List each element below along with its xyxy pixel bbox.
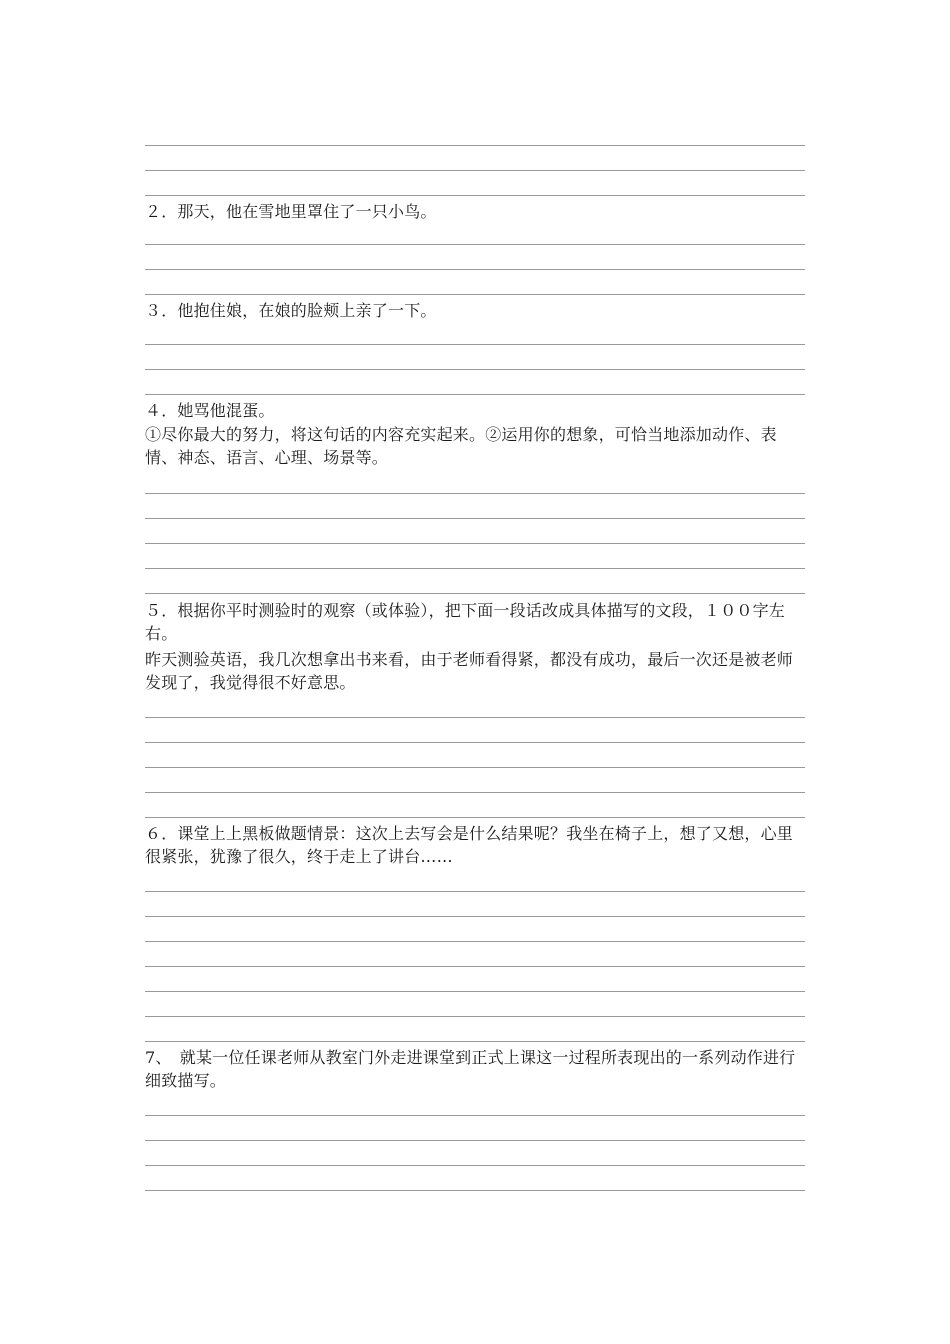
- question-4-title: ４．她骂他混蛋。: [145, 401, 275, 420]
- question-4-instruction: ①尽你最大的努力，将这句话的内容充实起来。②运用你的想象，可恰当地添加动作、表情、神态、语言、心理、场景等。: [145, 425, 777, 467]
- answer-line: [145, 493, 805, 494]
- answer-line: [145, 294, 805, 295]
- answer-line: [145, 1140, 805, 1141]
- answer-line: [145, 891, 805, 892]
- answer-line: [145, 344, 805, 345]
- answer-line: [145, 1016, 805, 1017]
- answer-line: [145, 717, 805, 718]
- answer-line: [145, 394, 805, 395]
- answer-line: [145, 1190, 805, 1191]
- answer-line: [145, 518, 805, 519]
- answer-line: [145, 991, 805, 992]
- answer-line: [145, 941, 805, 942]
- answer-line: [145, 767, 805, 768]
- answer-line: [145, 1165, 805, 1166]
- answer-line: [145, 269, 805, 270]
- answer-line: [145, 195, 805, 196]
- answer-line: [145, 1115, 805, 1116]
- answer-line: [145, 966, 805, 967]
- answer-line: [145, 817, 805, 818]
- question-6: ６．课堂上上黑板做题情景：这次上去写会是什么结果呢？我坐在椅子上，想了又想，心里很紧张，犹豫了很久，终于走上了讲台……: [145, 824, 794, 866]
- answer-line: [145, 244, 805, 245]
- question-2: ２．那天，他在雪地里罩住了一只小鸟。: [145, 202, 437, 221]
- question-5-title: ５．根据你平时测验时的观察（或体验），把下面一段话改成具体描写的文段，１００字左右。: [145, 601, 786, 643]
- answer-line: [145, 145, 805, 146]
- answer-line: [145, 369, 805, 370]
- answer-line: [145, 593, 805, 594]
- answer-line: [145, 1041, 805, 1042]
- question-5-passage: 昨天测验英语，我几次想拿出书来看，由于老师看得紧，都没有成功，最后一次还是被老师发现了，我觉得很不好意思。: [145, 650, 794, 692]
- answer-line: [145, 568, 805, 569]
- answer-line: [145, 916, 805, 917]
- answer-line: [145, 170, 805, 171]
- answer-line: [145, 742, 805, 743]
- question-3: ３．他抱住娘，在娘的脸颊上亲了一下。: [145, 301, 437, 320]
- answer-line: [145, 792, 805, 793]
- question-7: 7、 就某一位任课老师从教室门外走进课堂到正式上课这一过程所表现出的一系列动作进行细致描写。: [145, 1048, 796, 1090]
- answer-line: [145, 543, 805, 544]
